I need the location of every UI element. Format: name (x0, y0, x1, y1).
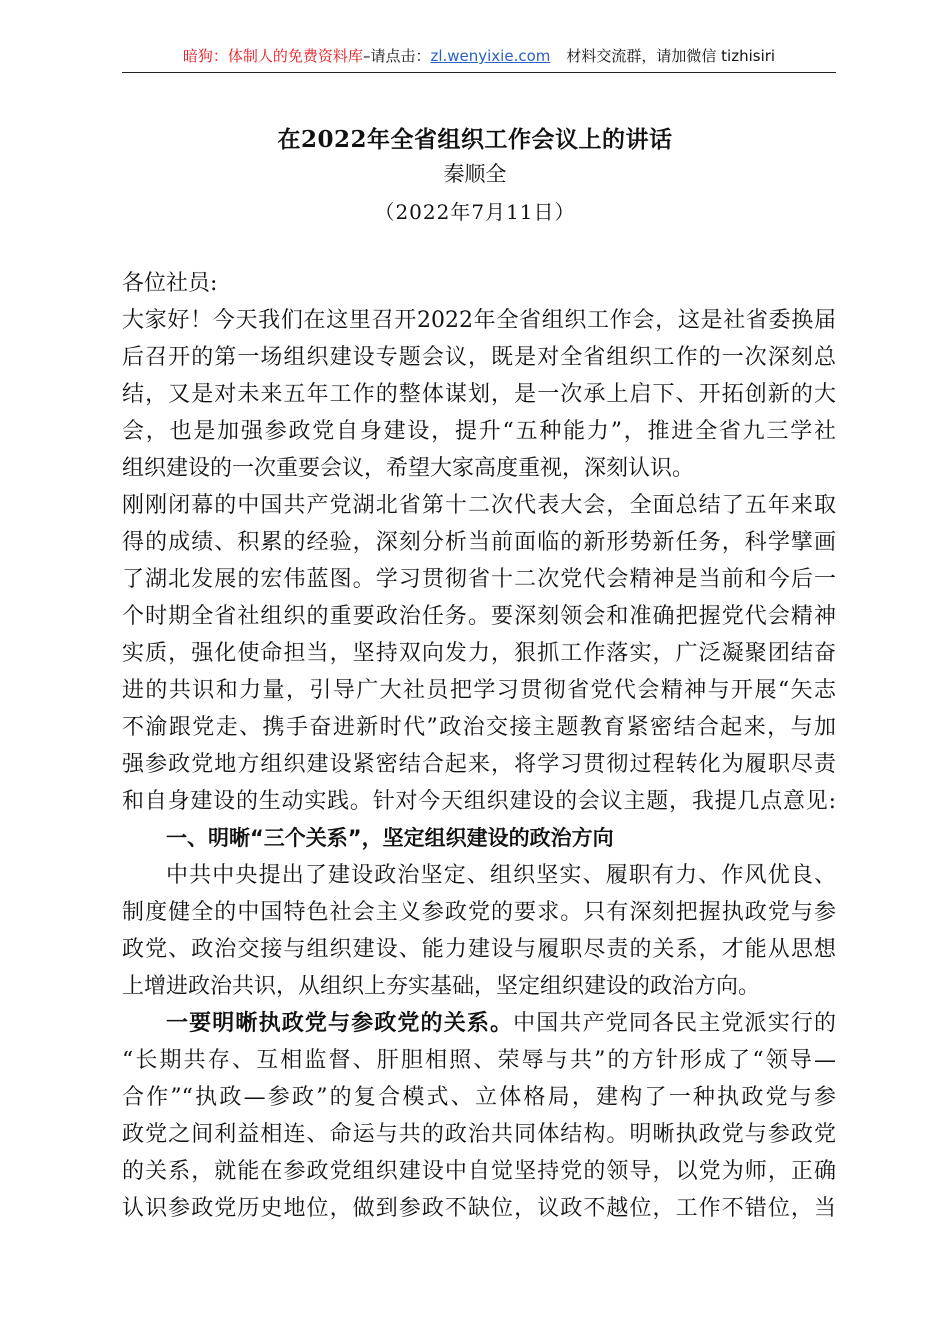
text-line: 会，也是加强参政党自身建设，提升“五种能力”，推进全省九三学社 (122, 419, 836, 444)
text-line: 和自身建设的生动实践。针对今天组织建设的会议主题，我提几点意见: (122, 789, 836, 814)
document-date: （2022年7月11日） (374, 200, 576, 224)
text-line: 了湖北发展的宏伟蓝图。学习贯彻省十二次党代会精神是当前和今后一 (122, 567, 836, 592)
point-heading: 一要明晰执政党与参政党的关系。 (166, 1011, 514, 1036)
text-line: 结，又是对未来五年工作的整体谋划，是一次承上启下、开拓创新的大 (122, 382, 836, 407)
text-line: 强参政党地方组织建设紧密结合起来，将学习贯彻过程转化为履职尽责 (122, 752, 836, 777)
website-link[interactable]: zl.wenyixie.com (430, 47, 551, 65)
text-line: 上增进政治共识，从组织上夯实基础，坚定组织建设的政治方向。 (122, 974, 761, 999)
promo-click-text: –请点击： (362, 47, 431, 65)
text-line: 实质，强化使命担当，坚持双向发力，狠抓工作落实，广泛凝聚团结奋 (122, 641, 836, 666)
document-author: 秦顺全 (443, 162, 507, 186)
promo-text: 暗狗：体制人的免费资料库 (182, 47, 363, 65)
text-line: 合作”“执政—参政”的复合模式、立体格局，建构了一种执政党与参 (122, 1085, 836, 1110)
point-line (122, 1005, 836, 1042)
text-line: 的关系，就能在参政党组织建设中自觉坚持党的领导，以党为师，正确 (122, 1159, 836, 1184)
text-line: “长期共存、互相监督、肝胆相照、荣辱与共”的方针形成了“领导— (122, 1048, 836, 1073)
text-line: 政党、政治交接与组织建设、能力建设与履职尽责的关系，才能从思想 (122, 937, 836, 962)
point-text: 中国共产党同各民主党派实行的 (513, 1011, 836, 1036)
text-line: 大家好！今天我们在这里召开2022年全省组织工作会，这是社省委换届 (122, 308, 836, 333)
text-line: 组织建设的一次重要会议，希望大家高度重视，深刻认识。 (122, 456, 695, 481)
text-line: 进的共识和力量，引导广大社员把学习贯彻省党代会精神与开展“矢志 (122, 678, 836, 703)
document-body (122, 265, 836, 1227)
text-line: 刚刚闭幕的中国共产党湖北省第十二次代表大会，全面总结了五年来取 (122, 493, 836, 518)
text-line: 政党之间利益相连、命运与共的政治共同体结构。明晰执政党与参政党 (122, 1122, 836, 1147)
text-line: 不渝跟党走、携手奋进新时代”政治交接主题教育紧密结合起来，与加 (122, 715, 836, 740)
text-line: 后召开的第一场组织建设专题会议，既是对全省组织工作的一次深刻总 (122, 345, 836, 370)
text-line: 得的成绩、积累的经验，深刻分析当前面临的新形势新任务，科学擘画 (122, 530, 836, 555)
section-heading: 一、明晰“三个关系”，坚定组织建设的政治方向 (166, 826, 614, 850)
text-line: 制度健全的中国特色社会主义参政党的要求。只有深刻把握执政党与参 (122, 900, 836, 925)
page-header (122, 44, 836, 73)
text-line: 个时期全省社组织的重要政治任务。要深刻领会和准确把握党代会精神 (122, 604, 836, 629)
salutation: 各位社员: (122, 271, 218, 296)
text-line: 中共中央提出了建设政治坚定、组织坚实、履职有力、作风优良、 (166, 863, 836, 888)
wechat-group-text: 材料交流群，请加微信 tizhisiri (566, 47, 776, 65)
text-line: 认识参政党历史地位，做到参政不缺位，议政不越位，工作不错位，当 (122, 1196, 836, 1221)
document-title: 在2022年全省组织工作会议上的讲话 (277, 126, 673, 153)
